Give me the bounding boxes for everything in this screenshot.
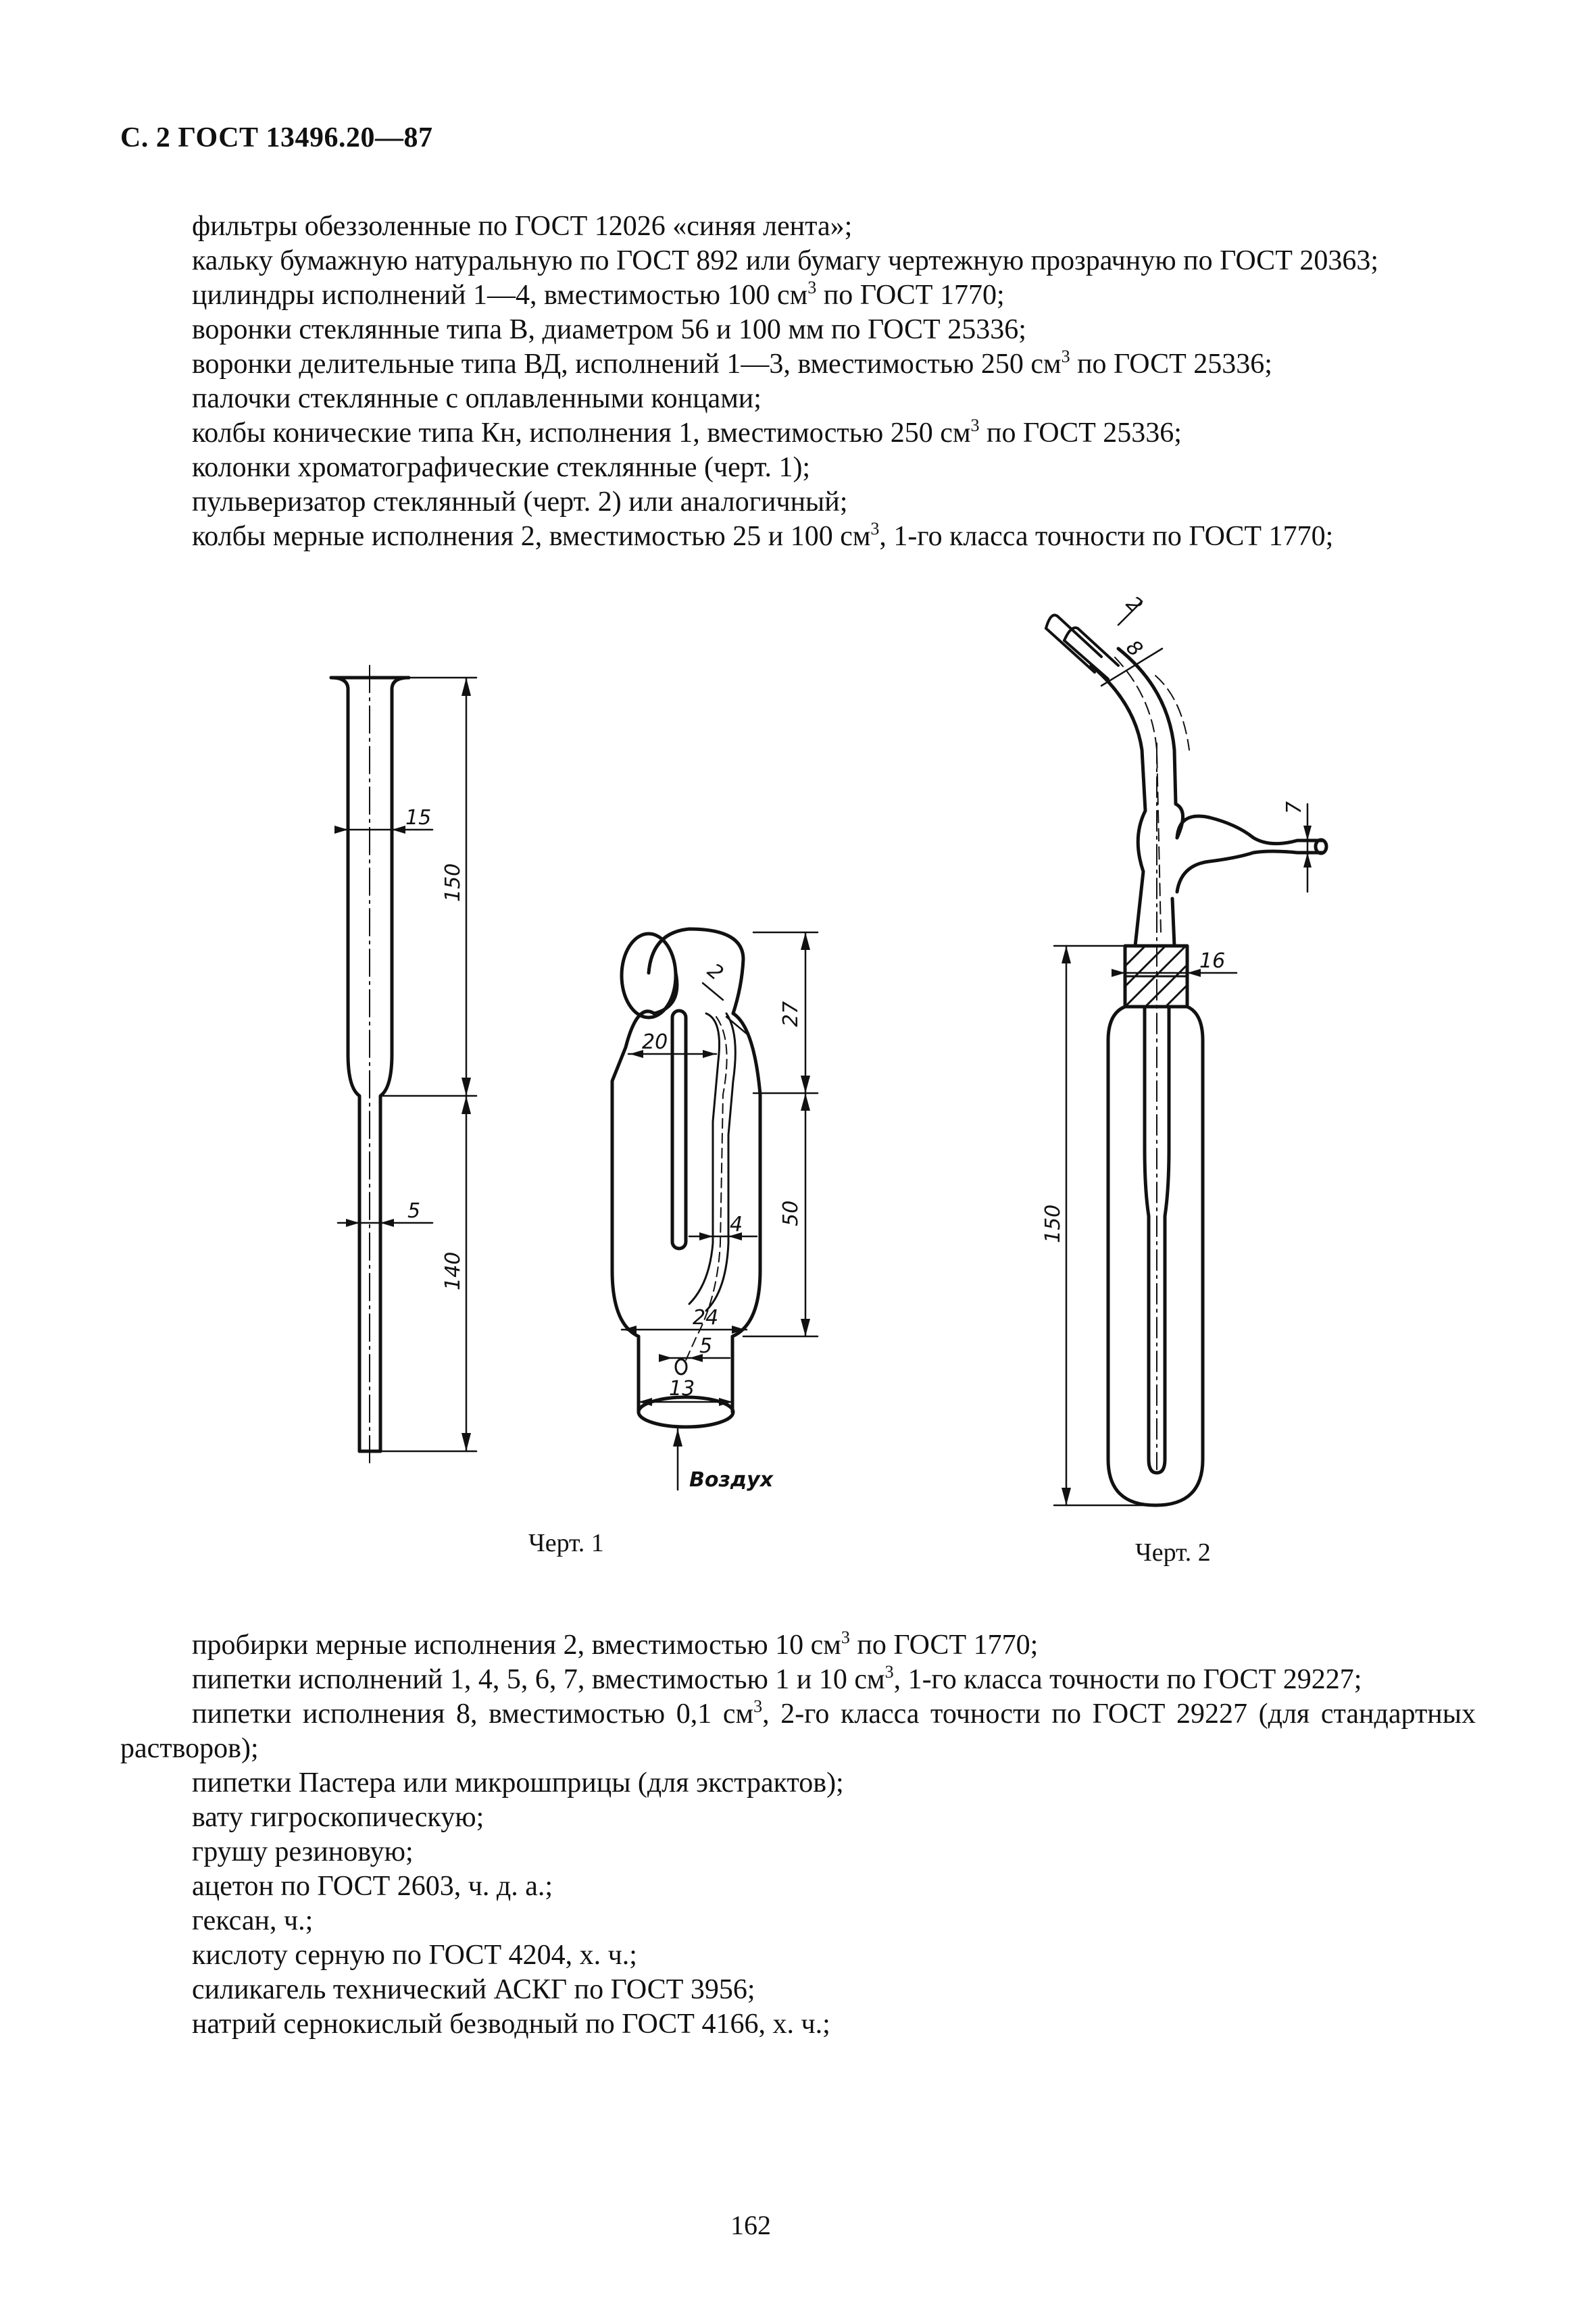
list-item: воронки стеклянные типа В, диаметром 56 и 100 мм по ГОСТ 25336; bbox=[192, 314, 1026, 345]
dim-label: 5 bbox=[407, 1199, 421, 1223]
list-item: колонки хроматографические стеклянные (черт. 1); bbox=[192, 452, 811, 483]
list-item: пробирки мерные исполнения 2, вместимостью 10 $см^3$ по ГОСТ 1770; bbox=[192, 1628, 1039, 1661]
dim-label: 150 bbox=[1041, 1204, 1065, 1243]
list-item: цилиндры исполнений 1—4, вместимостью 100 $см^3$ по ГОСТ 1770; bbox=[192, 278, 1005, 311]
list-item: воронки делительные типа ВД, исполнений 1—3, вместимостью 250 $см^3$ по ГОСТ 25336; bbox=[192, 347, 1272, 380]
dim-label: 140 bbox=[441, 1251, 465, 1290]
dim-label: 8 bbox=[1121, 635, 1147, 662]
list-item: пипетки исполнения 8, вместимостью 0,1 $см^3$, 2-го класса точности по ГОСТ 29227 (для стандартных растворов); bbox=[120, 1696, 1476, 1764]
dim-label: 16 bbox=[1199, 949, 1226, 973]
dim-label: 27 bbox=[779, 1001, 803, 1027]
list-item: силикагель технический АСКГ по ГОСТ 3956; bbox=[192, 1974, 755, 2005]
page-number: 162 bbox=[730, 2210, 771, 2240]
dim-label: 13 bbox=[669, 1377, 695, 1401]
air-label: Воздух bbox=[689, 1468, 774, 1492]
dim-label: 24 bbox=[693, 1306, 719, 1330]
list-item: грушу резиновую; bbox=[192, 1836, 414, 1867]
chromatography-column-drawing bbox=[331, 665, 476, 1463]
sprayer-device-drawing bbox=[1046, 601, 1326, 1505]
list-item: колбы конические типа Кн, исполнения 1, вместимостью 250 $см^3$ по ГОСТ 25336; bbox=[192, 416, 1182, 449]
list-item: кислоту серную по ГОСТ 4204, х. ч.; bbox=[192, 1940, 637, 1971]
equipment-list-bottom bbox=[120, 1628, 1476, 2042]
list-item: кальку бумажную натуральную по ГОСТ 892 или бумагу чертежную прозрачную по ГОСТ 20363; bbox=[192, 245, 1379, 276]
list-item: пипетки исполнений 1, 4, 5, 6, 7, вместимостью 1 и 10 $см^3$, 1-го класса точности по ГОСТ 29227; bbox=[192, 1662, 1362, 1695]
page-header: С. 2 ГОСТ 13496.20—87 bbox=[120, 122, 433, 153]
list-item: натрий сернокислый безводный по ГОСТ 4166, х. ч.; bbox=[192, 2009, 830, 2040]
list-item: пипетки Пастера или микрошприцы (для экстрактов); bbox=[192, 1767, 844, 1799]
dim-label: 4 bbox=[730, 1213, 743, 1236]
dim-label: 150 bbox=[441, 863, 465, 902]
figure-caption: Черт. 1 bbox=[528, 1529, 604, 1557]
dim-label: 15 bbox=[405, 806, 432, 830]
dim-label: 20 bbox=[642, 1030, 668, 1054]
list-item: фильтры обеззоленные по ГОСТ 12026 «синяя лента»; bbox=[192, 211, 853, 242]
list-item: ацетон по ГОСТ 2603, ч. д. а.; bbox=[192, 1871, 553, 1902]
list-item: палочки стеклянные с оплавленными концами; bbox=[192, 383, 762, 414]
dim-label: 7 bbox=[1282, 801, 1306, 814]
dim-label: 50 bbox=[779, 1200, 803, 1226]
dim-label: 2 bbox=[1121, 591, 1147, 618]
list-item: пульверизатор стеклянный (черт. 2) или аналогичный; bbox=[192, 486, 848, 518]
dim-label: 2 bbox=[702, 959, 728, 986]
figure-caption: Черт. 2 bbox=[1135, 1538, 1211, 1567]
list-item: гексан, ч.; bbox=[192, 1905, 314, 1936]
list-item: колбы мерные исполнения 2, вместимостью 25 и 100 $см^3$, 1-го класса точности по ГОСТ 1770; bbox=[192, 519, 1334, 552]
list-item: вату гигроскопическую; bbox=[192, 1802, 484, 1833]
dim-label: 5 bbox=[699, 1334, 713, 1358]
